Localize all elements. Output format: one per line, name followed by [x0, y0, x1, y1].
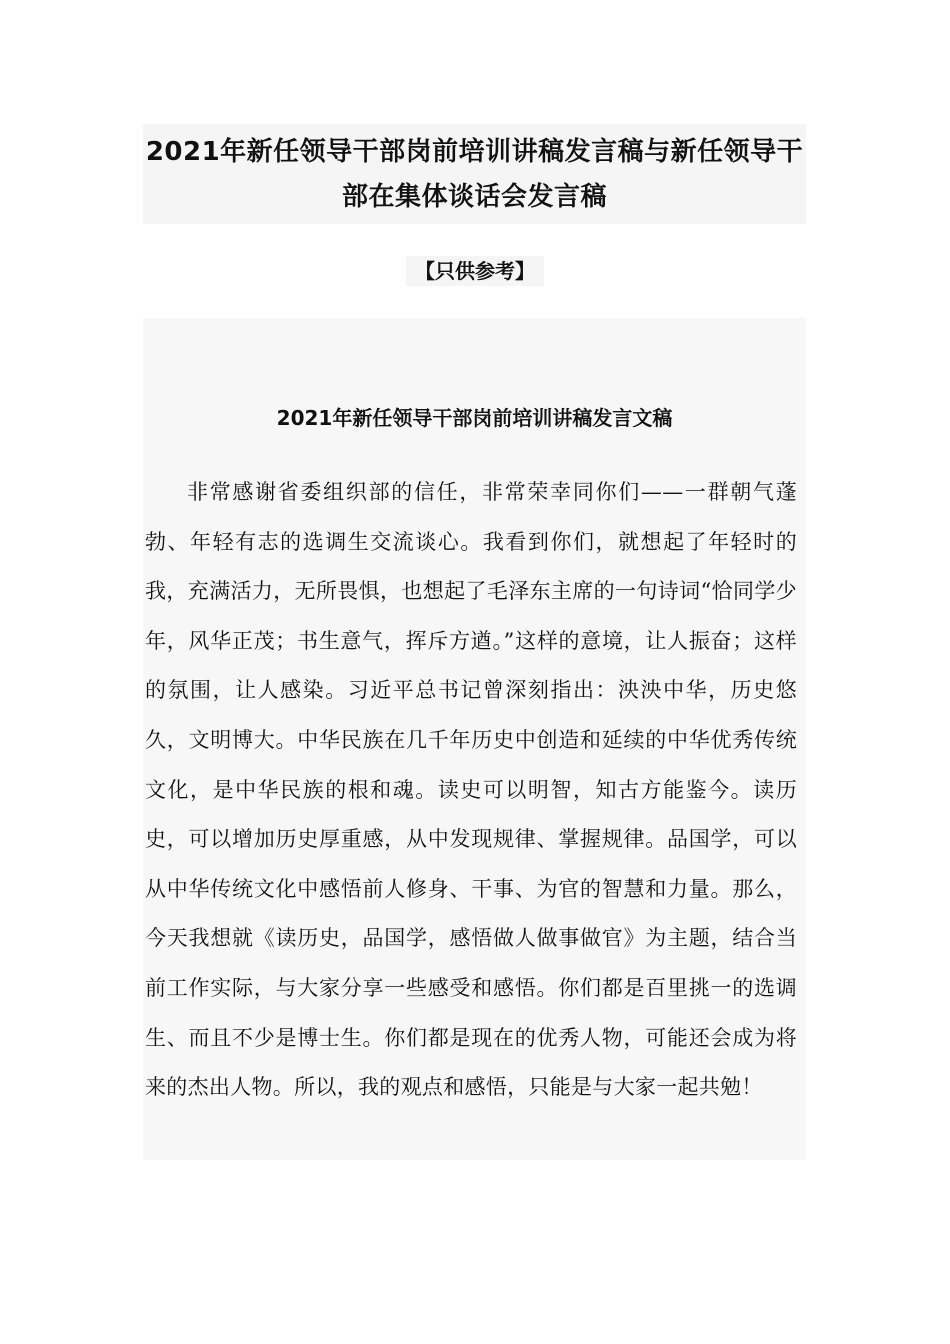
- document-title: 2021年新任领导干部岗前培训讲稿发言稿与新任领导干部在集体谈话会发言稿: [145, 137, 804, 212]
- body-paragraph: 非常感谢省委组织部的信任，非常荣幸同你们——一群朝气蓬勃、年轻有志的选调生交流谈心。我看到你们，就想起了年轻时的我，充满活力，无所畏惧，也想起了毛泽东主席的一句诗词“恰同学少年，风华正茂；书生意气，挥斥方遒。”这样的意境，让人振奋；这样的氛围，让人感染。习近平总书记曾深刻指出：泱泱中华，历史悠久，文明博大。中华民族在几千年历史中创造和延续的中华优秀传统文化，是中华民族的根和魂。读史可以明智，知古方能鉴今。读历史，可以增加历史厚重感，从中发现规律、掌握规律。品国学，可以从中华传统文化中感悟前人修身、干事、为官的智慧和力量。那么，今天我想就《读历史，品国学，感悟做人做事做官》为主题，结合当前工作实际，与大家分享一些感受和感悟。你们都是百里挑一的选调生、而且不少是博士生。你们都是现在的优秀人物，可能还会成为将来的杰出人物。所以，我的观点和感悟，只能是与大家一起共勉！: [145, 480, 797, 1100]
- document-body-block: [143, 318, 806, 1160]
- section-heading: 2021年新任领导干部岗前培训讲稿发言文稿: [276, 406, 673, 430]
- document-title-block: [143, 124, 806, 224]
- reference-only-tag: 【只供参考】: [406, 256, 544, 286]
